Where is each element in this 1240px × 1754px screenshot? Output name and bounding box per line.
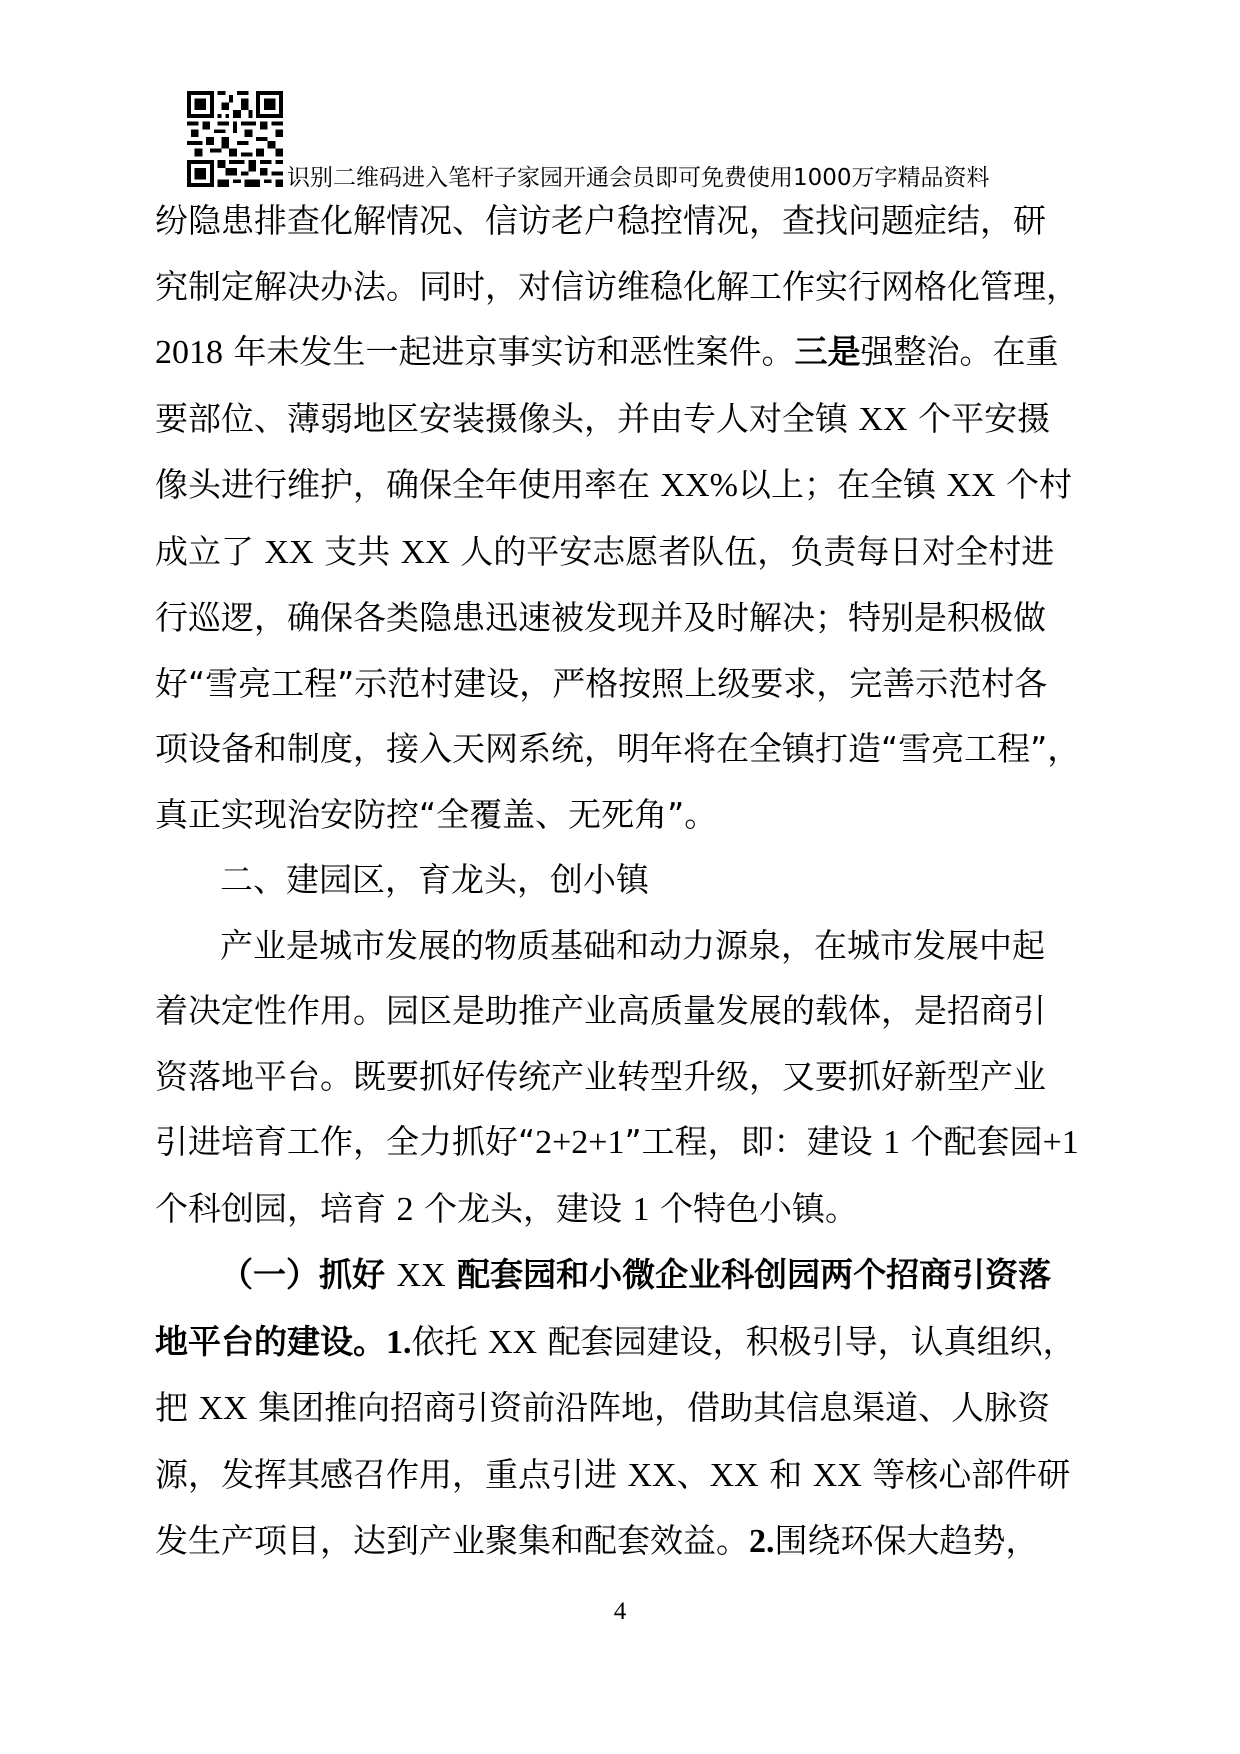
banner-text-post: 万字精品资料 <box>851 165 990 191</box>
text-line: 真正实现治安防控“全覆盖、无死角”。 <box>155 794 718 834</box>
text-line: 行巡逻，确保各类隐患迅速被发现并及时解决；特别是积极做 <box>155 598 1046 637</box>
text-line: 着决定性作用。园区是助推产业高质量发展的载体，是招商引 <box>155 991 1046 1030</box>
page-number: 4 <box>613 1598 627 1625</box>
section-heading: 二、建园区，育龙头，创小镇 <box>220 860 649 899</box>
text-line: 个科创园，培育 2 个龙头，建设 1 个特色小镇。 <box>155 1188 858 1228</box>
document-body <box>155 188 1090 1575</box>
text-line: 好“雪亮工程”示范村建设，严格按照上级要求，完善示范村各 <box>155 663 1048 703</box>
text-line: 像头进行维护，确保全年使用率在 XX%以上；在全镇 XX 个村 <box>155 465 1073 504</box>
text-line: 成立了 XX 支共 XX 人的平安志愿者队伍，负责每日对全村进 <box>155 531 1055 571</box>
text-line: 产业是城市发展的物质基础和动力源泉，在城市发展中起 <box>220 925 1045 965</box>
text-line: 究制定解决办法。同时，对信访维稳化解工作实行网格化管理， <box>155 266 1079 306</box>
text-line: 2018 年未发生一起进京事实访和恶性案件。三是强整治。在重 <box>155 332 1059 371</box>
banner-text-num: 1000 <box>793 165 852 191</box>
subsection-heading: （一）抓好 XX 配套园和小微企业科创园两个招商引资落 <box>220 1255 1052 1294</box>
qr-code-icon <box>187 91 283 187</box>
text-line: 项设备和制度，接入天网系统，明年将在全镇打造“雪亮工程”， <box>155 729 1081 768</box>
text-line: 发生产项目，达到产业聚集和配套效益。2.围绕环保大趋势， <box>155 1521 1039 1560</box>
text-line: 要部位、薄弱地区安装摄像头，并由专人对全镇 XX 个平安摄 <box>155 398 1051 438</box>
text-line: 资落地平台。既要抓好传统产业转型升级，又要抓好新型产业 <box>155 1056 1046 1096</box>
text-line: 地平台的建设。1.依托 XX 配套园建设，积极引导，认真组织， <box>155 1321 1076 1361</box>
text-line: 纷隐患排查化解情况、信访老户稳控情况，查找问题症结，研 <box>155 201 1046 240</box>
text-line: 源，发挥其感召作用，重点引进 XX、XX 和 XX 等核心部件研 <box>155 1454 1071 1494</box>
text-line: 引进培育工作，全力抓好“2+2+1”工程，即：建设 1 个配套园+1 <box>155 1122 1079 1161</box>
text-line: 把 XX 集团推向招商引资前沿阵地，借助其信息渠道、人脉资 <box>155 1388 1051 1427</box>
banner-text-pre: 识别二维码进入笔杆子家园开通会员即可免费使用 <box>287 165 793 191</box>
